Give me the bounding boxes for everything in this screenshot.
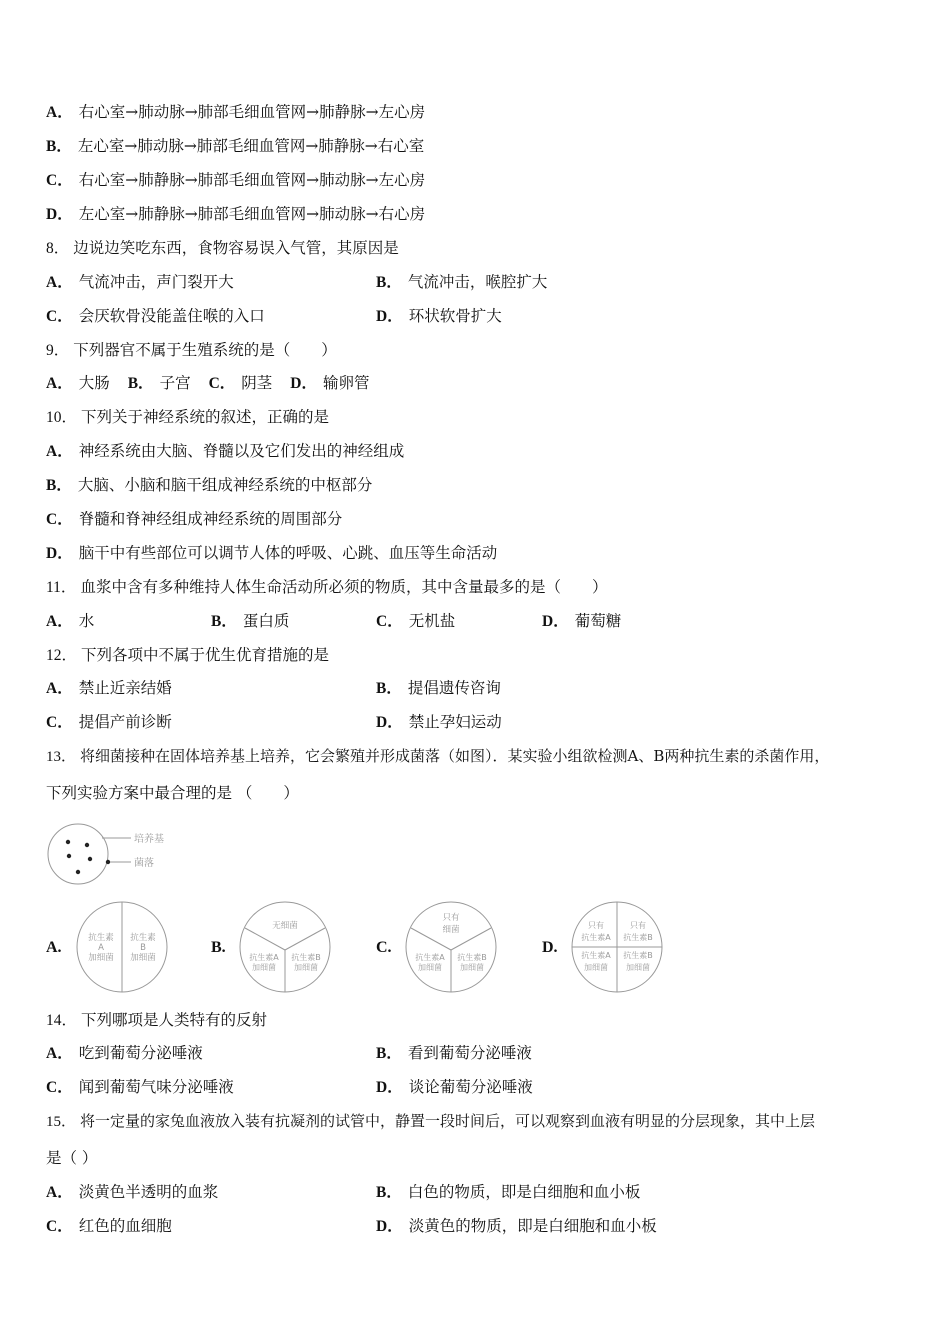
- q12-option-c: C． 提倡产前诊断: [46, 713, 172, 731]
- q11-stem: 11． 血浆中含有多种维持人体生命活动所必须的物质，其中含量最多的是（ ）: [46, 578, 608, 596]
- svg-text:抗生素B: 抗生素B: [623, 933, 653, 942]
- q13-option-b-label: B.: [211, 939, 226, 956]
- q14-option-c: C． 闻到葡萄气味分泌唾液: [46, 1078, 234, 1096]
- q13-option-d-label: D.: [542, 939, 558, 956]
- svg-text:加细菌: 加细菌: [418, 963, 442, 972]
- q14-option-d: D． 谈论葡萄分泌唾液: [376, 1078, 533, 1096]
- q13-option-c-dish: [404, 900, 499, 995]
- q12-option-d: D． 禁止孕妇运动: [376, 713, 502, 731]
- q9-options: A． 大肠 B． 子宫 C． 阴茎 D． 输卵管: [46, 374, 370, 392]
- q8-option-b: B． 气流冲击，喉腔扩大: [376, 273, 548, 291]
- q13-option-b-dish: [238, 900, 333, 995]
- q10-option-c: C． 脊髓和脊神经组成神经系统的周围部分: [46, 510, 343, 528]
- q14-option-b: B． 看到葡萄分泌唾液: [376, 1044, 532, 1062]
- svg-text:抗生素A: 抗生素A: [581, 951, 611, 960]
- svg-text:加细菌: 加细菌: [130, 953, 156, 963]
- q12-option-a: A． 禁止近亲结婚: [46, 679, 172, 697]
- svg-text:无细菌: 无细菌: [272, 921, 298, 931]
- q13-stem-line1: 13． 将细菌接种在固体培养基上培养，它会繁殖并形成菌落（如图）．某实验小组欲检测A、B两种抗生素的杀菌作用，: [46, 747, 830, 765]
- svg-text:加细菌: 加细菌: [584, 963, 608, 972]
- q8-stem: 8． 边说边笑吃东西，食物容易误入气管，其原因是: [46, 239, 399, 257]
- svg-text:抗生素B: 抗生素B: [457, 953, 487, 962]
- q15-option-b: B． 白色的物质，即是白细胞和血小板: [376, 1183, 641, 1201]
- svg-text:抗生素A: 抗生素A: [415, 953, 445, 962]
- q15-option-d: D． 淡黄色的物质，即是白细胞和血小板: [376, 1217, 657, 1235]
- svg-text:B: B: [140, 943, 146, 953]
- q7-option-a: A． 右心室→肺动脉→肺部毛细血管网→肺静脉→左心房: [46, 103, 426, 121]
- q13-option-a-label: A.: [46, 939, 62, 956]
- q12-option-b: B． 提倡遗传咨询: [376, 679, 501, 697]
- svg-text:抗生素A: 抗生素A: [249, 953, 279, 962]
- q13-option-a-dish: [75, 900, 170, 995]
- svg-text:抗生素B: 抗生素B: [623, 951, 653, 960]
- q15-option-c: C． 红色的血细胞: [46, 1217, 172, 1235]
- q12-stem: 12． 下列各项中不属于优生优育措施的是: [46, 646, 330, 664]
- q15-stem-line1: 15． 将一定量的家兔血液放入装有抗凝剂的试管中，静置一段时间后，可以观察到血液有明显的分层现象，其中上层: [46, 1112, 816, 1130]
- svg-text:抗生素: 抗生素: [130, 933, 156, 943]
- q11-option-a: A． 水: [46, 612, 95, 630]
- q7-option-d: D． 左心室→肺静脉→肺部毛细血管网→肺动脉→右心房: [46, 205, 426, 223]
- q8-option-a: A． 气流冲击，声门裂开大: [46, 273, 234, 291]
- svg-text:加细菌: 加细菌: [294, 963, 318, 972]
- svg-text:抗生素: 抗生素: [88, 933, 114, 943]
- q15-stem-line2: 是（ ）: [46, 1149, 98, 1167]
- svg-text:加细菌: 加细菌: [88, 953, 114, 963]
- q10-option-b: B． 大脑、小脑和脑干组成神经系统的中枢部分: [46, 476, 373, 494]
- svg-text:加细菌: 加细菌: [252, 963, 276, 972]
- q11-option-b: B． 蛋白质: [211, 612, 290, 630]
- q8-option-c: C． 会厌软骨没能盖住喉的入口: [46, 307, 265, 325]
- q9-stem: 9． 下列器官不属于生殖系统的是（ ）: [46, 341, 337, 359]
- q8-option-d: D． 环状软骨扩大: [376, 307, 502, 325]
- petri-dish-figure: [46, 820, 176, 890]
- q13-option-c-label: C.: [376, 939, 392, 956]
- colony-label: 菌落: [134, 858, 154, 869]
- q13-stem-line2: 下列实验方案中最合理的是 （ ）: [46, 784, 299, 802]
- q10-option-a: A． 神经系统由大脑、脊髓以及它们发出的神经组成: [46, 442, 405, 460]
- svg-text:A: A: [98, 943, 104, 953]
- q11-option-c: C． 无机盐: [376, 612, 456, 630]
- q7-option-c: C． 右心室→肺静脉→肺部毛细血管网→肺动脉→左心房: [46, 171, 426, 189]
- svg-text:只有: 只有: [630, 921, 646, 930]
- q14-option-a: A． 吃到葡萄分泌唾液: [46, 1044, 203, 1062]
- q14-stem: 14． 下列哪项是人类特有的反射: [46, 1011, 268, 1029]
- svg-text:加细菌: 加细菌: [460, 963, 484, 972]
- q11-option-d: D． 葡萄糖: [542, 612, 622, 630]
- q13-option-d-dish: [570, 900, 665, 995]
- svg-text:抗生素B: 抗生素B: [291, 953, 321, 962]
- svg-text:只有: 只有: [442, 913, 460, 923]
- q10-stem: 10． 下列关于神经系统的叙述，正确的是: [46, 408, 330, 426]
- q7-option-b: B． 左心室→肺动脉→肺部毛细血管网→肺静脉→右心室: [46, 137, 425, 155]
- q10-option-d: D． 脑干中有些部位可以调节人体的呼吸、心跳、血压等生命活动: [46, 544, 498, 562]
- svg-text:细菌: 细菌: [442, 925, 460, 935]
- q15-option-a: A． 淡黄色半透明的血浆: [46, 1183, 219, 1201]
- medium-label: 培养基: [134, 834, 164, 845]
- svg-text:只有: 只有: [588, 921, 604, 930]
- svg-text:抗生素A: 抗生素A: [581, 933, 611, 942]
- svg-text:加细菌: 加细菌: [626, 963, 650, 972]
